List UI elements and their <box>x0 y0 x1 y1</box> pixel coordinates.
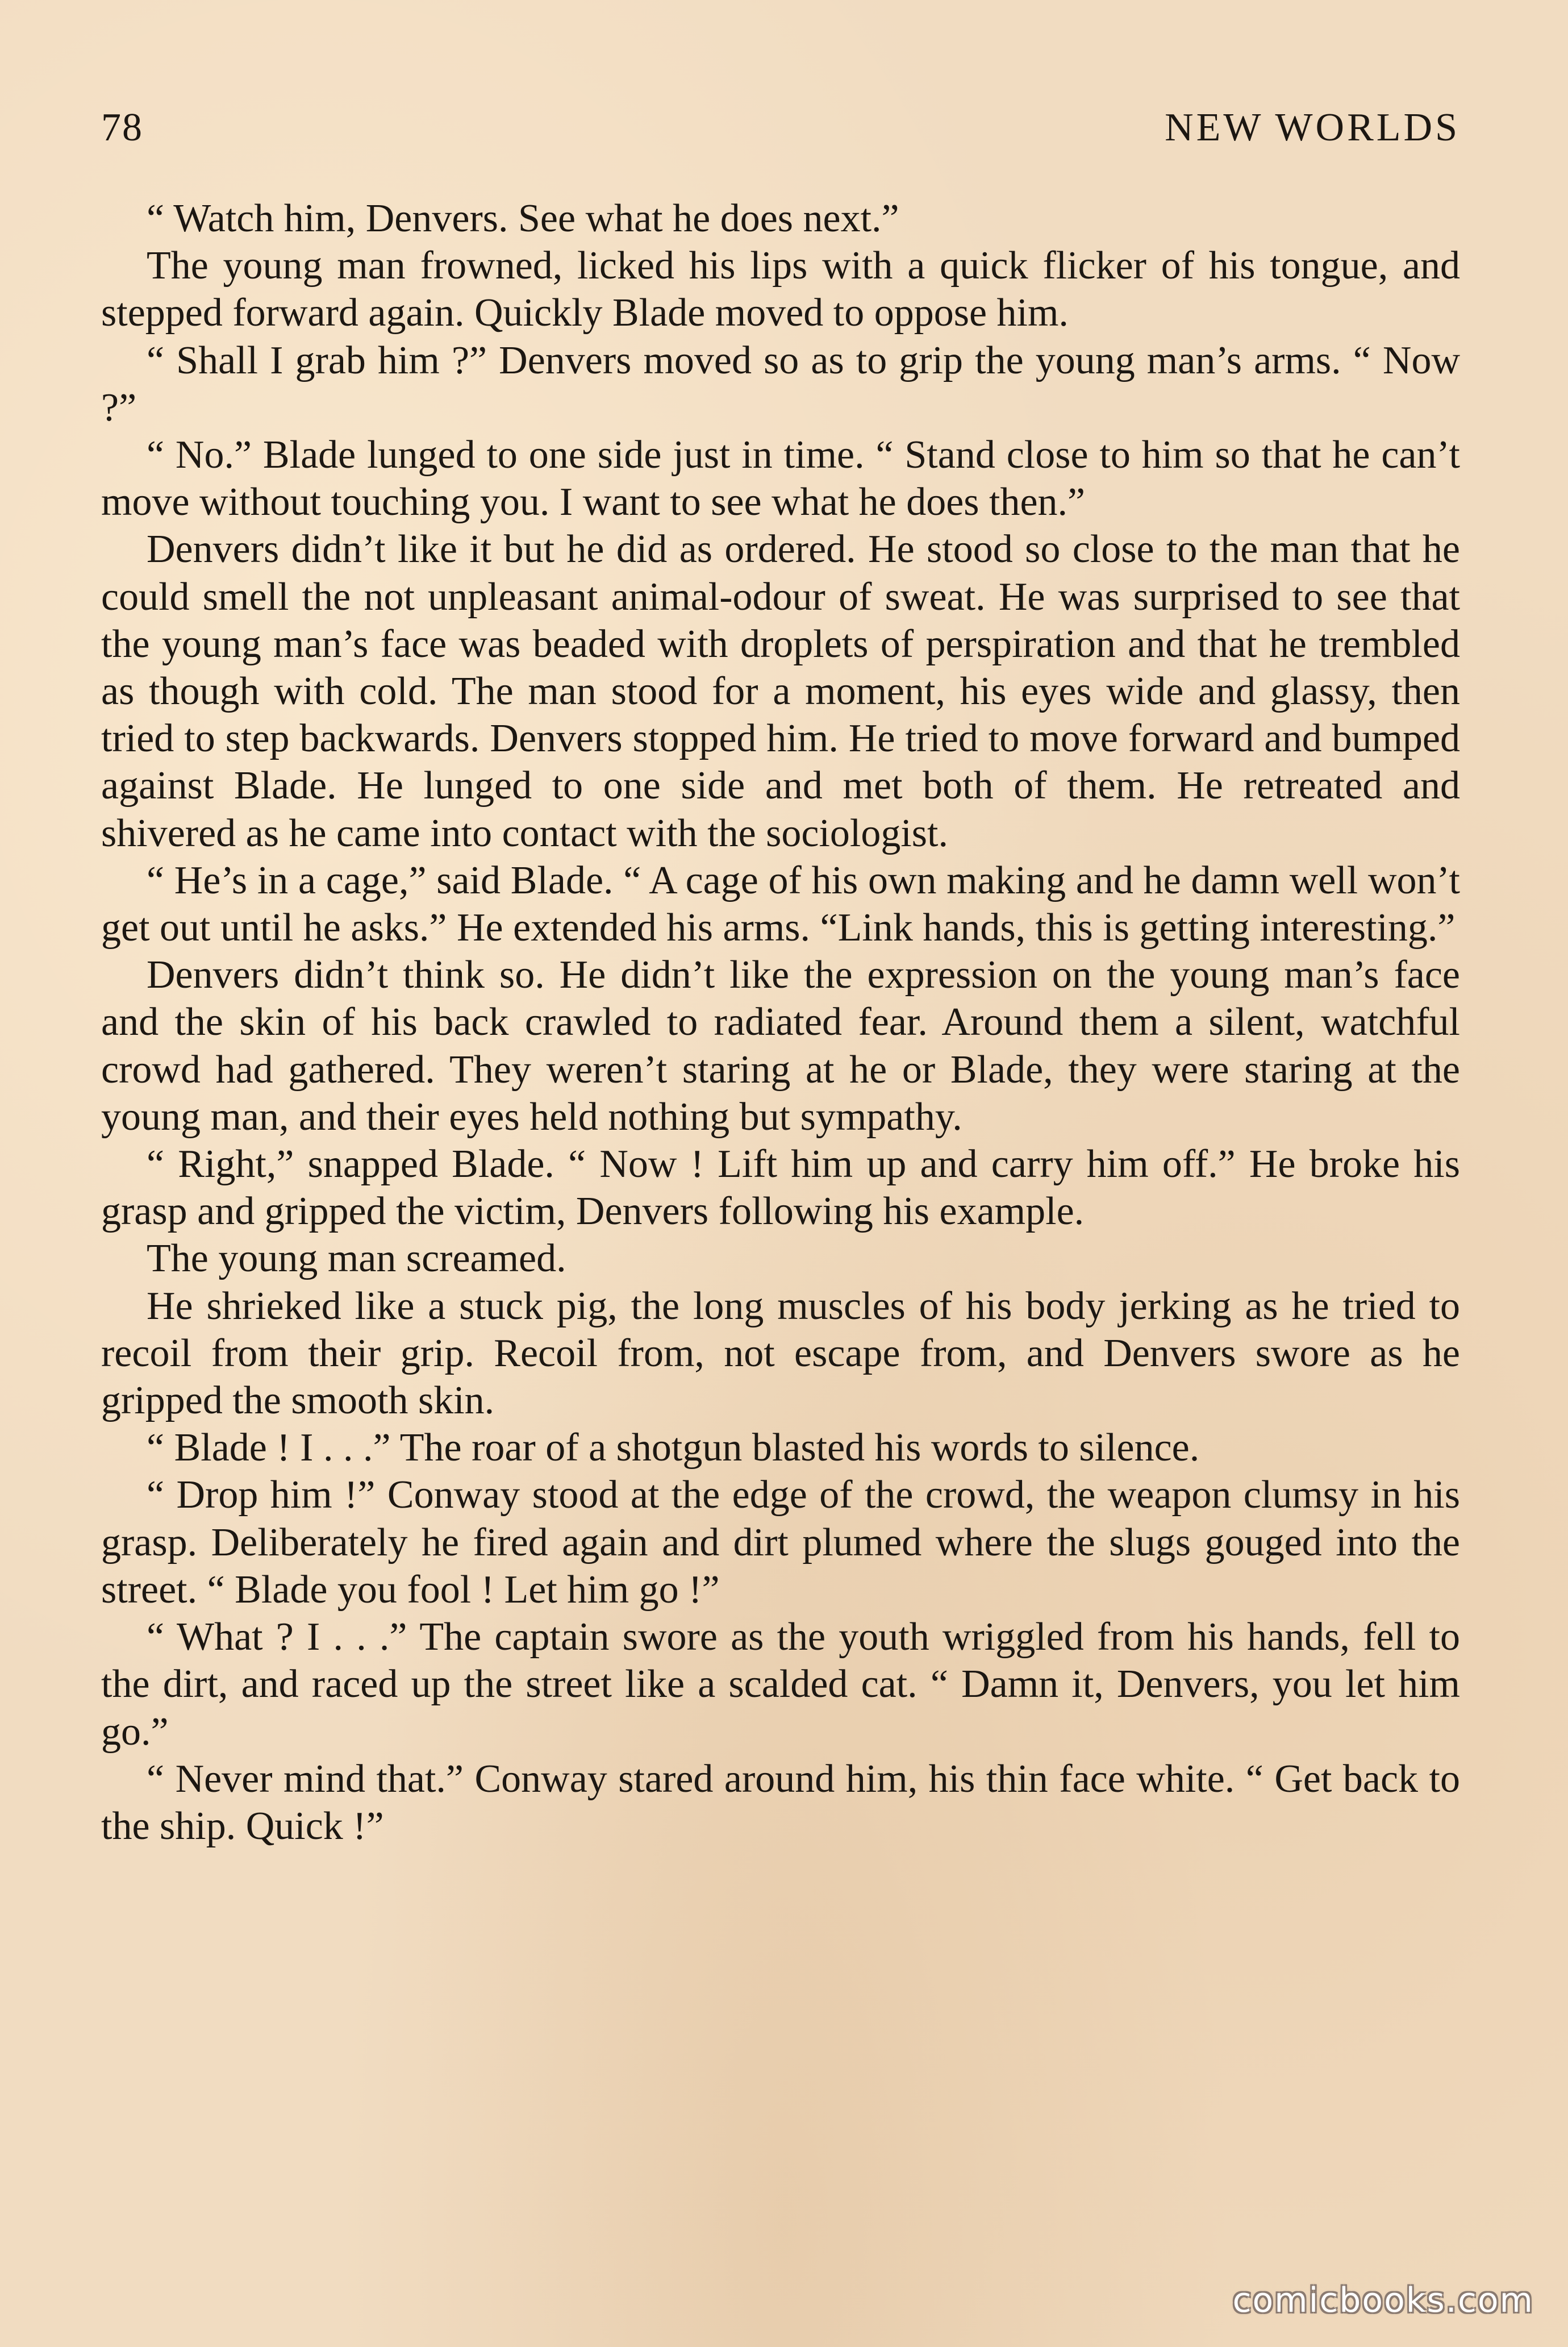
paragraph: “ No.” Blade lunged to one side just in time. “ Stand close to him so that he can’t move without touching you. I want to see what he does then.” <box>101 433 1460 525</box>
paragraph: Denvers didn’t like it but he did as ordered. He stood so close to the man that he could smell the not unpleasant animal-odour of sweat. He was surprised to see that the young man’s face was beaded with droplets of perspiration and that he trembled as though with cold. The man stood for a moment, his eyes wide and glassy, then tried to step backwards. Denvers stopped him. He tried to move forward and bumped against Blade. He lunged to one side and met both of them. He retreated and shivered as he came into contact with the sociologist. <box>101 527 1460 855</box>
paragraph: He shrieked like a stuck pig, the long muscles of his body jerking as he tried to recoil from their grip. Recoil from, not escape from, and Denvers swore as he gripped the smooth skin. <box>101 1284 1460 1423</box>
paragraph: Denvers didn’t think so. He didn’t like the expression on the young man’s face and the skin of his back crawled to radiated fear. Around them a silent, watchful crowd had gathered. They weren’t staring at he or Blade, they were staring at the young man, and their eyes held nothing but sympathy. <box>101 953 1460 1139</box>
paragraph: “ Watch him, Denvers. See what he does next.” <box>147 197 899 240</box>
watermark-logo: comicbooks.com <box>1232 2281 1534 2320</box>
paragraph: “ Never mind that.” Conway stared around him, his thin face white. “ Get back to the ship. Quick !” <box>101 1757 1460 1848</box>
page-header <box>101 97 1460 159</box>
paragraph: “ He’s in a cage,” said Blade. “ A cage of his own making and he damn well won’t get out until he asks.” He extended his arms. “Link hands, this is getting interesting.” <box>101 858 1460 950</box>
paragraph: “ What ? I . . .” The captain swore as the youth wriggled from his hands, fell to the dirt, and raced up the street like a scalded cat. “ Damn it, Denvers, you let him go.” <box>101 1615 1460 1754</box>
page-number: 78 <box>101 106 143 149</box>
paragraph: “ Drop him !” Conway stood at the edge of the crowd, the weapon clumsy in his grasp. Deliberately he fired again and dirt plumed where the slugs gouged into the street. “ Blade you fool ! Let him go !” <box>101 1473 1460 1612</box>
body-text <box>101 195 1460 1850</box>
paragraph: The young man screamed. <box>147 1237 566 1281</box>
paragraph: “ Right,” snapped Blade. “ Now ! Lift him up and carry him off.” He broke his grasp and gripped the victim, Denvers following his example. <box>101 1142 1460 1234</box>
paragraph: “ Blade ! I . . .” The roar of a shotgun blasted his words to silence. <box>147 1426 1200 1470</box>
paragraph: “ Shall I grab him ?” Denvers moved so as to grip the young man’s arms. “ Now ?” <box>101 338 1460 430</box>
running-head: NEW WORLDS <box>1165 106 1460 149</box>
paragraph: The young man frowned, licked his lips with a quick flicker of his tongue, and stepped forward again. Quickly Blade moved to oppose him. <box>101 244 1460 335</box>
